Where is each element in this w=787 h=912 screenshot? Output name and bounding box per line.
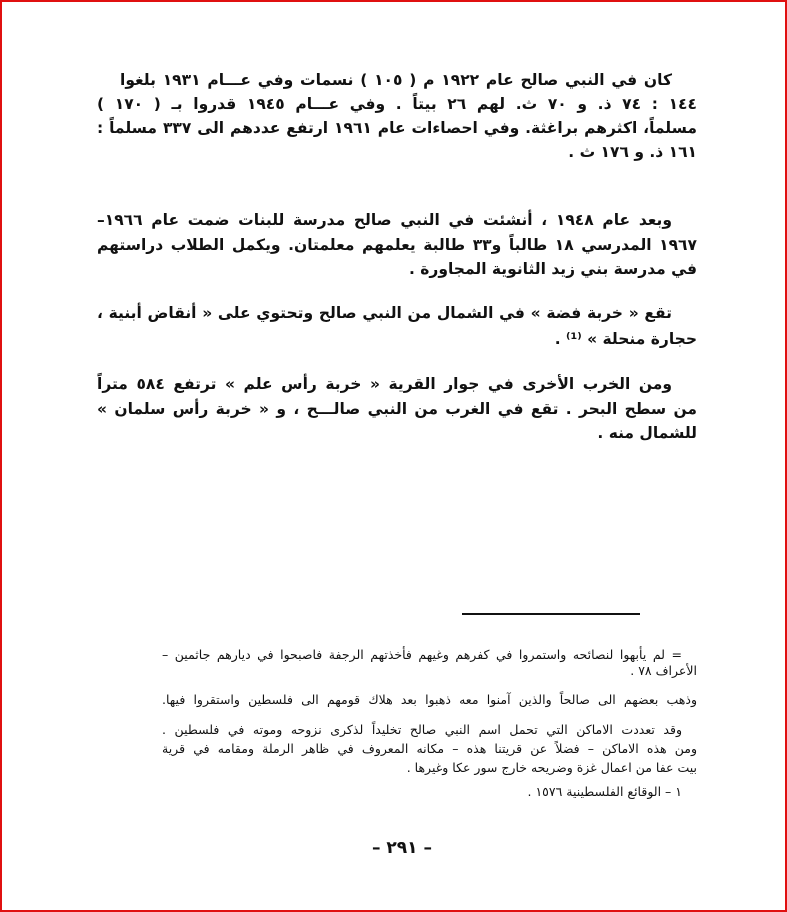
footnote-3-line-1: وقد تعددت الاماكن التي تحمل اسم النبي صالح تخليداً لذكرى نزوحه وموته في فلسطين .	[162, 722, 682, 737]
footnote-reference-1: ١ – الوقائع الفلسطينية ١٥٧٦ .	[527, 784, 682, 799]
footnote-1-line-1: = لم يأبهوا لنصائحه واستمروا في كفرهم وغيهم فأخذتهم الرجفة فاصبحوا في ديارهم جاثمين –	[162, 647, 682, 662]
paragraph-3-line-1: تقع « خربة فضة » في الشمال من النبي صالح وتحتوي على « أنقاض أبنية ،	[97, 304, 672, 322]
footnote-1-line-2: الأعراف ٧٨ .	[630, 663, 697, 678]
footnote-separator	[462, 613, 640, 615]
paragraph-1-line-2: ١٤٤ : ٧٤ ذ. و ٧٠ ث. لهم ٢٦ بيتاً . وفي عـــام ١٩٤٥ قدروا بـ ( ١٧٠ )	[97, 95, 697, 113]
paragraph-1-line-1: كان في النبي صالح عام ١٩٢٢ م ( ١٠٥ ) نسمات وفي عـــام ١٩٣١ بلغوا	[120, 71, 672, 89]
paragraph-1-line-4: ١٦١ ذ. و ١٧٦ ث .	[568, 143, 697, 161]
paragraph-4-line-2: من سطح البحر . تقع في الغرب من النبي صالـــح ، و « خربة رأس سلمان »	[97, 400, 697, 418]
footnote-3-line-2: ومن هذه الاماكن – فضلاً عن قريتنا هذه – مكانه المعروف في ظاهر الرملة ومقامه في قرية	[162, 741, 697, 756]
paragraph-2-line-1: وبعد عام ١٩٤٨ ، أنشئت في النبي صالح مدرسة للبنات ضمت عام ١٩٦٦–	[97, 211, 672, 229]
footnote-3-line-3: بيت عفا من اعمال غزة وضريحه خارج سور عكا وغيرها .	[406, 760, 697, 775]
page-number: – ٢٩١ –	[372, 838, 432, 858]
paragraph-1-line-3: مسلماً، اكثرهم براغثة. وفي احصاءات عام ١٩٦١ ارتفع عددهم الى ٣٣٧ مسلماً :	[97, 119, 697, 137]
paragraph-4-line-1: ومن الخرب الأخرى في جوار القرية « خربة رأس علم » ترتفع ٥٨٤ متراً	[97, 375, 673, 393]
footnote-2-line-1: وذهب بعضهم الى صالحاً والذين آمنوا معه ذهبوا بعد هلاك قومهم الى فلسطين واستقروا فيها.	[162, 692, 697, 707]
paragraph-4-line-3: للشمال منه .	[597, 424, 697, 442]
paragraph-2-line-3: في مدرسة بني زيد الثانوية المجاورة .	[409, 260, 697, 278]
paragraph-3-line-2: حجارة منحلة » ⁽¹⁾ .	[554, 330, 697, 348]
paragraph-2-line-2: ١٩٦٧ المدرسي ١٨ طالباً و٣٣ طالبة يعلمهم معلمتان. ويكمل الطلاب دراستهم	[97, 236, 697, 254]
